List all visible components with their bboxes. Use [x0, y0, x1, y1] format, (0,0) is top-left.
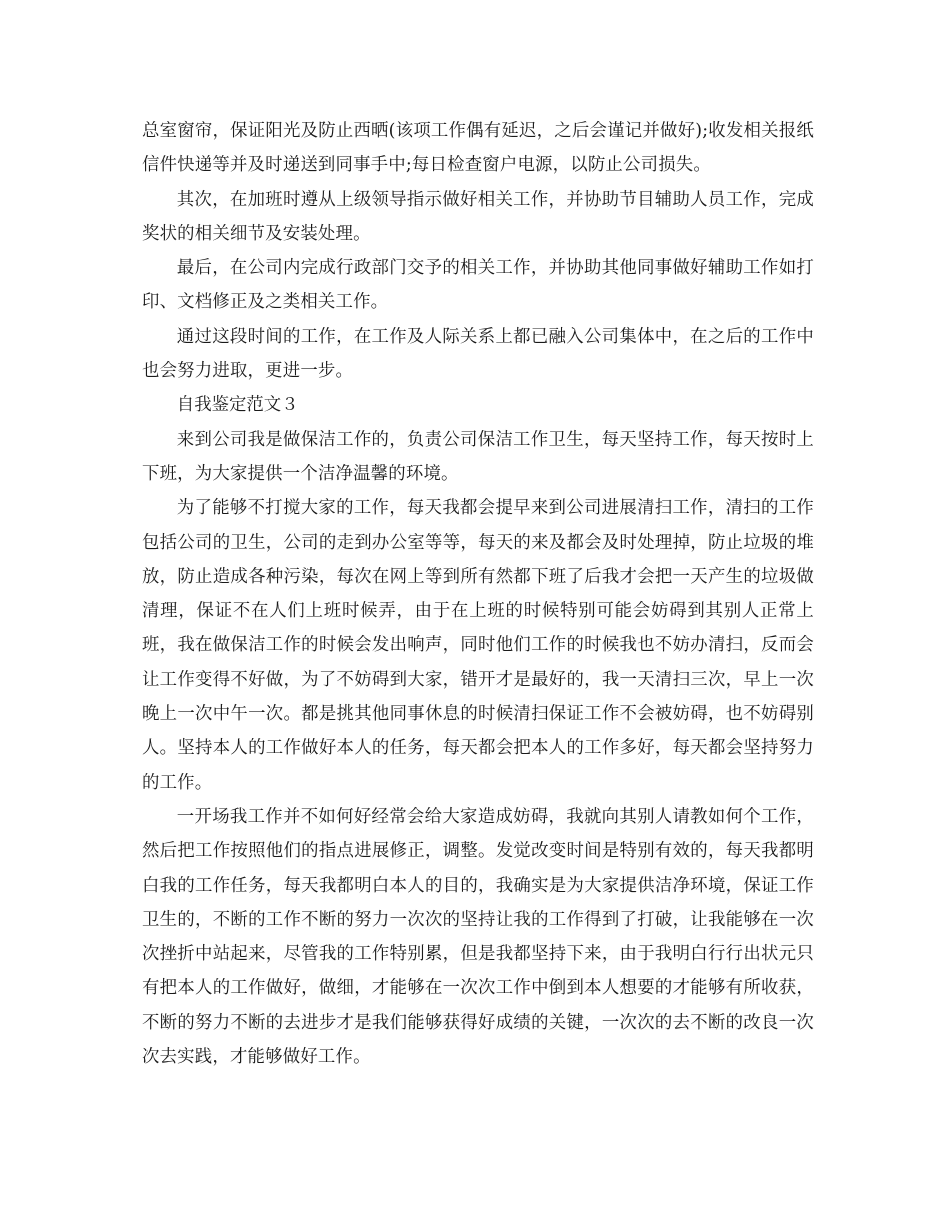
paragraph-intro: 来到公司我是做保洁工作的，负责公司保洁工作卫生，每天坚持工作，每天按时上下班，为大家提供一个洁净温馨的环境。: [142, 429, 814, 484]
paragraph-continuation: 总室窗帘，保证阳光及防止西晒(该项工作偶有延迟，之后会谨记并做好);收发相关报纸信件快递等并及时递送到同事手中;每日检查窗户电源，以防止公司损失。: [142, 121, 814, 176]
document-body: [142, 114, 814, 1074]
paragraph-improvement: 一开场我工作并不如何好经常会给大家造成妨碍，我就向其别人请教如何个工作，然后把工作按照他们的指点进展修正，调整。发觉改变时间是特别有效的，每天我都明白我的工作任务，每天我都明白本人的目的，我确实是为大家提供洁净环境，保证工作卫生的，不断的工作不断的努力一次次的坚持让我的工作得到了打破，让我能够在一次次挫折中站起来，尽管我的工作特别累，但是我都坚持下来，由于我明白行行出状元只有把本人的工作做好，做细，才能够在一次次工作中倒到本人想要的才能够有所收获，不断的努力不断的去进步才是我们能够获得好成绩的关键，一次次的去不断的改良一次次去实践，才能够做好工作。: [142, 806, 814, 1068]
paragraph-summary: 通过这段时间的工作，在工作及人际关系上都已融入公司集体中，在之后的工作中也会努力进取，更进一步。: [142, 326, 814, 382]
paragraph-secondly: 其次，在加班时遵从上级领导指示做好相关工作，并协助节目辅助人员工作，完成奖状的相关细节及安装处理。: [142, 189, 814, 244]
section-title: 自我鉴定范文３: [176, 395, 299, 416]
paragraph-cleaning-routine: 为了能够不打搅大家的工作，每天我都会提早来到公司进展清扫工作，清扫的工作包括公司的卫生，公司的走到办公室等等，每天的来及都会及时处理掉，防止垃圾的堆放，防止造成各种污染，每次在网上等到所有然都下班了后我才会把一天产生的垃圾做清理，保证不在人们上班时候弄，由于在上班的时候特别可能会妨碍到其别人正常上班，我在做保洁工作的时候会发出响声，同时他们工作的时候我也不妨办清扫，反而会让工作变得不好做，为了不妨碍到大家，错开才是最好的，我一天清扫三次，早上一次晚上一次中午一次。都是挑其他同事休息的时候清扫保证工作不会被妨碍，也不妨碍别人。坚持本人的工作做好本人的任务，每天都会把本人的工作多好，每天都会坚持努力的工作。: [142, 498, 814, 793]
paragraph-finally: 最后，在公司内完成行政部门交予的相关工作，并协助其他同事做好辅助工作如打印、文档修正及之类相关工作。: [142, 258, 814, 313]
